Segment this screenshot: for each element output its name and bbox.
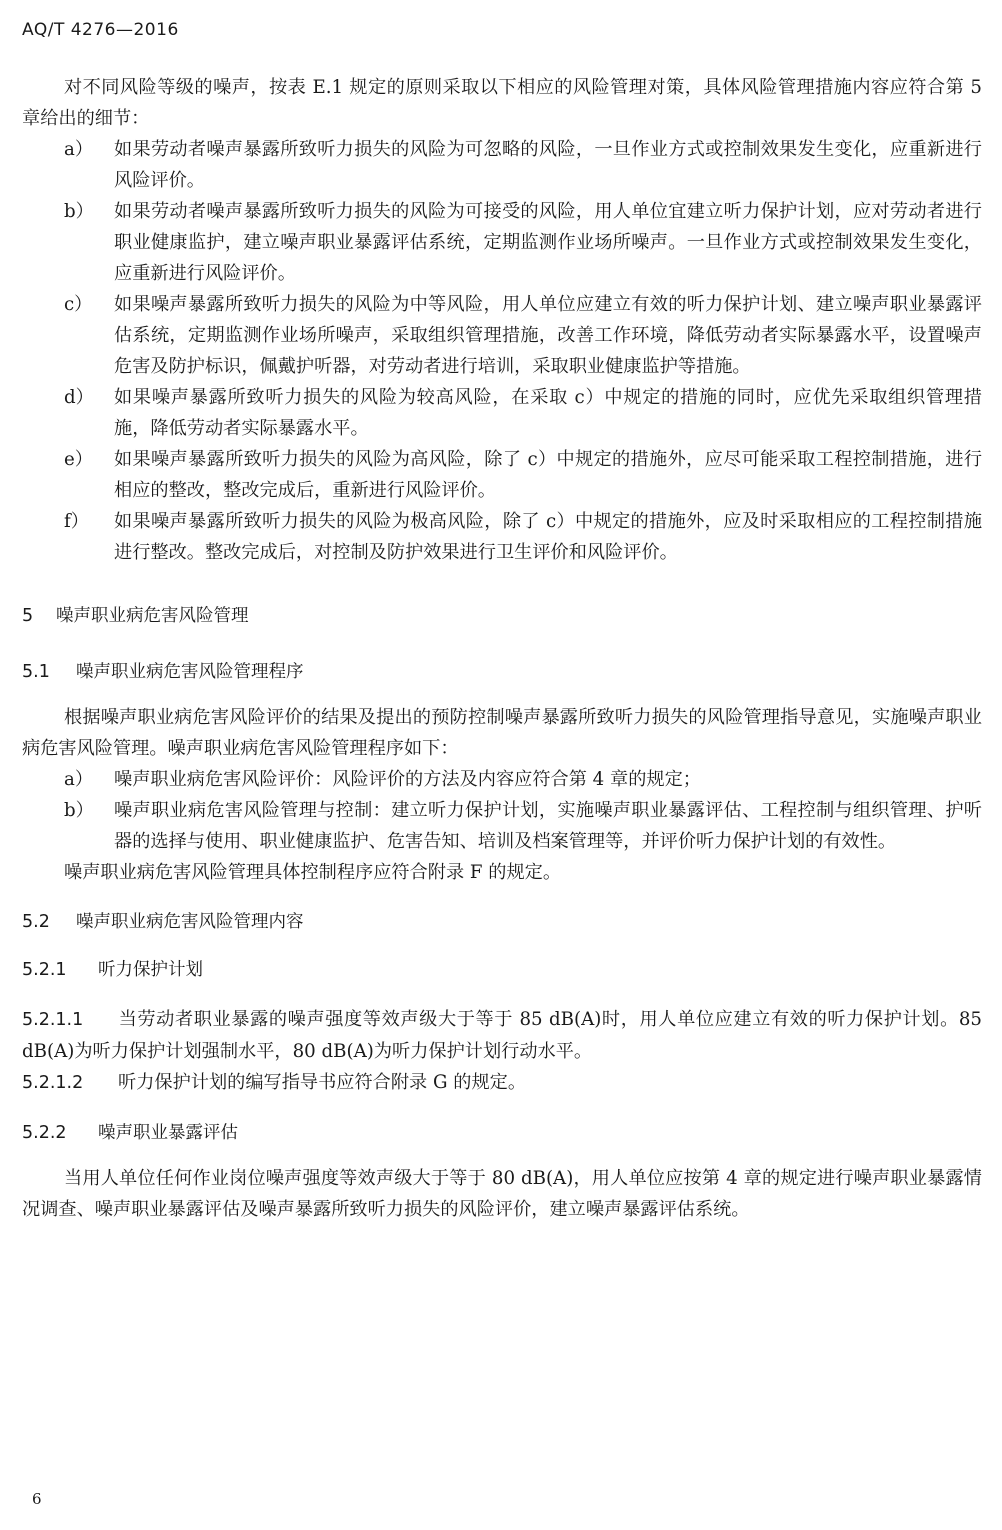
item-text: 噪声职业病危害风险评价：风险评价的方法及内容应符合第 4 章的规定； xyxy=(114,769,701,790)
section-number: 5.2 xyxy=(22,912,50,932)
list-item xyxy=(22,764,982,795)
item-label: c） xyxy=(64,294,93,315)
item-label: e） xyxy=(64,449,93,470)
section-title: 听力保护计划 xyxy=(98,960,203,980)
section-title: 噪声职业病危害风险管理内容 xyxy=(76,912,304,932)
section-5-heading xyxy=(22,602,982,630)
section-5-2-2-paragraph: 当用人单位任何作业岗位噪声强度等效声级大于等于 80 dB(A)，用人单位应按第 4 章的规定进行噪声职业暴露情况调查、噪声职业暴露评估及噪声暴露所致听力损失的风险评价，建立噪声暴露评估系统。 xyxy=(22,1168,982,1220)
section-number: 5.2.1 xyxy=(22,960,67,980)
page-number: 6 xyxy=(32,1490,42,1508)
list-item xyxy=(22,134,982,196)
item-text: 如果劳动者噪声暴露所致听力损失的风险为可接受的风险，用人单位宜建立听力保护计划，应对劳动者进行职业健康监护，建立噪声职业暴露评估系统，定期监测作业场所噪声。一旦作业方式或控制效果发生变化，应重新进行风险评价。 xyxy=(114,201,982,284)
list-item xyxy=(22,289,982,382)
section-title: 噪声职业暴露评估 xyxy=(98,1123,238,1143)
list-item xyxy=(22,196,982,289)
item-label: b） xyxy=(64,201,94,222)
intro-paragraph: 对不同风险等级的噪声，按表 E.1 规定的原则采取以下相应的风险管理对策，具体风险管理措施内容应符合第 5 章给出的细节： xyxy=(22,77,982,129)
list-item xyxy=(22,382,982,444)
item-text: 如果噪声暴露所致听力损失的风险为高风险，除了 c）中规定的措施外，应尽可能采取工程控制措施，进行相应的整改，整改完成后，重新进行风险评价。 xyxy=(114,449,982,501)
section-5-2-2-heading xyxy=(22,1119,982,1147)
item-text: 如果噪声暴露所致听力损失的风险为较高风险，在采取 c）中规定的措施的同时，应优先采取组织管理措施，降低劳动者实际暴露水平。 xyxy=(114,387,982,439)
section-5-2-heading xyxy=(22,908,982,936)
item-label: d） xyxy=(64,387,94,408)
clause-text: 听力保护计划的编写指导书应符合附录 G 的规定。 xyxy=(118,1072,527,1093)
section-title: 噪声职业病危害风险管理程序 xyxy=(76,662,304,682)
section-5-1-paragraph: 根据噪声职业病危害风险评价的结果及提出的预防控制噪声暴露所致听力损失的风险管理指导意见，实施噪声职业病危害风险管理。噪声职业病危害风险管理程序如下： xyxy=(22,707,982,759)
item-label: b） xyxy=(64,800,94,821)
item-label: a） xyxy=(64,139,94,160)
clause-text: 当劳动者职业暴露的噪声强度等效声级大于等于 85 dB(A)时，用人单位应建立有效的听力保护计划。85 dB(A)为听力保护计划强制水平，80 dB(A)为听力保护计划行动水平。 xyxy=(22,1009,982,1062)
item-label: a） xyxy=(64,769,94,790)
clause-5-2-1-1 xyxy=(22,1004,982,1067)
clause-5-2-1-2 xyxy=(22,1067,982,1099)
section-5-2-1-heading xyxy=(22,956,982,984)
section-number: 5 xyxy=(22,606,34,626)
item-text: 如果劳动者噪声暴露所致听力损失的风险为可忽略的风险，一旦作业方式或控制效果发生变化，应重新进行风险评价。 xyxy=(114,139,982,191)
section-title: 噪声职业病危害风险管理 xyxy=(56,606,249,626)
section-5-1-closing: 噪声职业病危害风险管理具体控制程序应符合附录 F 的规定。 xyxy=(64,862,562,883)
section-number: 5.2.2 xyxy=(22,1123,67,1143)
section-number: 5.1 xyxy=(22,662,50,682)
item-text: 如果噪声暴露所致听力损失的风险为中等风险，用人单位应建立有效的听力保护计划、建立噪声职业暴露评估系统，定期监测作业场所噪声，采取组织管理措施，改善工作环境，降低劳动者实际暴露水平，设置噪声危害及防护标识，佩戴护听器，对劳动者进行培训，采取职业健康监护等措施。 xyxy=(114,294,982,377)
standard-code: AQ/T 4276—2016 xyxy=(22,20,179,40)
clause-number: 5.2.1.2 xyxy=(22,1073,84,1093)
item-text: 如果噪声暴露所致听力损失的风险为极高风险，除了 c）中规定的措施外，应及时采取相应的工程控制措施进行整改。整改完成后，对控制及防护效果进行卫生评价和风险评价。 xyxy=(114,511,982,563)
section-5-1-heading xyxy=(22,658,982,686)
clause-number: 5.2.1.1 xyxy=(22,1010,84,1030)
list-item xyxy=(22,506,982,568)
list-item xyxy=(22,444,982,506)
item-text: 噪声职业病危害风险管理与控制：建立听力保护计划，实施噪声职业暴露评估、工程控制与组织管理、护听器的选择与使用、职业健康监护、危害告知、培训及档案管理等，并评价听力保护计划的有效性。 xyxy=(114,800,982,852)
item-label: f） xyxy=(64,511,89,532)
list-item xyxy=(22,795,982,857)
document-body xyxy=(22,72,982,1225)
